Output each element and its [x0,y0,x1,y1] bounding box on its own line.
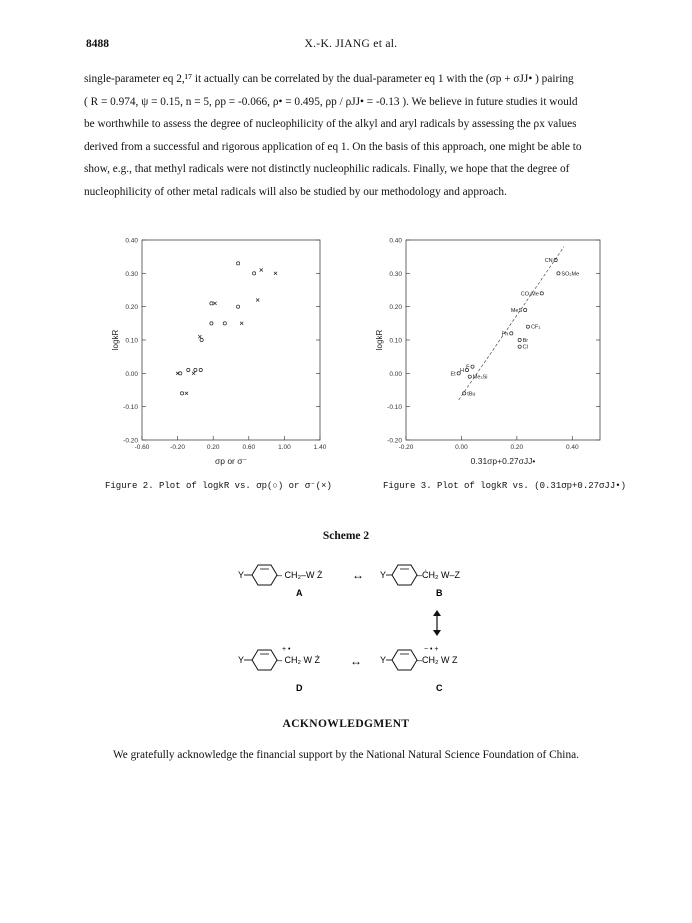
data-point-sigma-minus [185,392,188,395]
paragraph-line: derived from a successful and rigorous application of eq 1. On the basis of this approach, one might be able to [84,140,582,153]
structure-b-substituent: –ĊH₂ W–Z [417,570,460,580]
structure-a-label: A [296,588,303,598]
data-point-sigma-p [210,322,213,325]
page-header [86,38,616,54]
y-tick-label: 0.40 [389,237,402,245]
data-point-sigma-minus [198,335,201,338]
paragraph-line: show, e.g., that methyl radicals were not distinctly nucleophilic radicals. Finally, we hope that the degree of [84,163,570,175]
resonance-arrow-bc [433,610,441,636]
structure-c-label: C [436,683,443,693]
y-tick-label: -0.10 [123,404,138,412]
point-label: MeS [510,308,523,314]
structure-a [238,565,323,598]
figure-2-caption: Figure 2. Plot of logkR vs. σp(○) or σ⁻(×) [105,481,332,491]
point-label: CF₃ [530,324,541,331]
data-point-sigma-p [194,368,197,371]
x-tick-label: -0.20 [170,444,186,451]
data-point [510,332,513,335]
point-label: CO₂Me [520,291,539,298]
point-label: F [466,364,470,371]
y-tick-label: -0.20 [123,437,138,445]
structure-a-substituent: – CH₂–W Ż [277,570,323,580]
paragraph-line: nucleophilicity of other metal radicals will also be studied by our methodology and approach. [84,185,507,198]
data-point-sigma-minus [256,298,259,301]
paragraph-line: single-parameter eq 2,¹⁷ it actually can be correlated by the dual-parameter eq 1 with the (σp + σJJ• ) pairing [84,73,574,85]
y-tick-label: 0.00 [389,370,402,378]
resonance-arrow-dc: ↔ [350,654,362,668]
structure-c-charges: − • + [424,646,439,653]
structure-d [238,646,320,693]
y-tick-label: 0.20 [389,304,402,312]
y-tick-label: -0.10 [387,404,402,412]
y-tick-label: 0.30 [125,270,138,278]
plot-frame [406,240,600,440]
body-paragraph [84,68,619,203]
x-tick-label: 0.20 [206,444,220,451]
data-point-sigma-p [200,338,203,341]
y-tick-label: 0.00 [125,370,138,378]
x-tick-label: 0.60 [242,444,256,451]
resonance-arrow-ab: ↔ [352,568,364,582]
data-point-sigma-minus [274,272,277,275]
data-point [468,375,471,378]
acknowledgment-title: ACKNOWLEDGMENT [282,718,410,730]
structure-d-y: Y [238,655,245,665]
y-tick-label: 0.30 [389,270,402,278]
data-point-sigma-minus [213,302,216,305]
x-axis-label: σp or σ⁻ [215,456,247,466]
y-tick-label: 0.40 [125,237,138,245]
figure-2-chart [100,228,340,478]
x-axis-label: 0.31σp+0.27σJJ• [470,456,536,466]
structure-b-y: Y [380,570,387,580]
figure-3-chart [360,228,610,478]
point-label: Me₃Si [472,374,488,381]
data-point [471,365,474,368]
x-tick-label: 0.40 [565,444,579,451]
acknowledgment-text: We gratefully acknowledge the financial support by the National Natural Science Foundation of China. [113,749,579,761]
point-label: SO₂Me [561,271,580,278]
x-tick-label: 1.40 [313,444,327,451]
point-label: H [459,368,464,374]
plot-frame [142,240,320,440]
data-point-sigma-p [180,392,183,395]
benzene-ring-icon [252,565,277,585]
data-point-sigma-minus [260,268,263,271]
data-point-sigma-minus [192,372,195,375]
data-point [557,272,560,275]
data-point-sigma-minus [240,322,243,325]
y-axis-label: logkR [111,329,120,351]
data-point [524,308,527,311]
structure-c-substituent: –CH₂ W Z [417,655,458,665]
x-tick-label: 0.20 [510,444,524,451]
page-number: 8488 [86,38,109,50]
point-label: Ph [501,331,509,338]
data-point-sigma-p [223,322,226,325]
structure-b-label: B [436,588,443,598]
data-point-sigma-p [199,368,202,371]
data-point-sigma-p [253,272,256,275]
data-point [526,325,529,328]
data-point-sigma-p [237,262,240,265]
benzene-ring-icon [252,650,277,670]
paragraph-line: be worthwhile to assess the degree of nucleophilicity of the alkyl and aryl radicals by assessing the ρx values [84,118,577,130]
point-label: Et [450,371,456,378]
x-tick-label: 1.00 [278,444,291,451]
x-tick-label: -0.20 [398,444,414,451]
y-tick-label: 0.10 [125,337,138,345]
figure-3-caption: Figure 3. Plot of logkR vs. (0.31σp+0.27σJJ•) [383,481,627,491]
y-axis-label: logkR [375,329,384,351]
data-point-sigma-p [210,302,213,305]
point-label: CN [544,258,553,264]
structure-d-substituent: – CH₂ W Ż [277,655,320,665]
structure-c-y: Y [380,655,387,665]
benzene-ring-icon [392,565,417,585]
y-tick-label: 0.20 [125,304,138,312]
point-label: Cl [522,344,528,351]
data-point-sigma-p [187,368,190,371]
point-label: tBu [467,391,476,398]
structure-d-charges: + • [282,646,291,653]
benzene-ring-icon [392,650,417,670]
y-tick-label: -0.20 [387,437,402,445]
x-tick-label: 0.00 [455,444,468,451]
structure-d-label: D [296,683,303,693]
structure-a-y: Y [238,570,245,580]
y-tick-label: 0.10 [389,337,402,345]
point-label: Br [522,338,529,344]
scheme-title: Scheme 2 [322,530,370,542]
data-point [540,292,543,295]
structure-c [380,646,458,693]
data-point [518,345,521,348]
structure-b [380,565,460,598]
scheme-2-diagram [230,555,490,705]
x-tick-label: -0.60 [134,444,150,451]
data-point [518,338,521,341]
running-title: X.-K. JIANG et al. [304,38,398,50]
paragraph-line: ( R = 0.974, ψ = 0.15, n = 5, ρp = -0.066, ρ• = 0.495, ρp / ρJJ• = -0.13 ). We believe in future studies it would [84,95,578,108]
data-point-sigma-p [237,305,240,308]
